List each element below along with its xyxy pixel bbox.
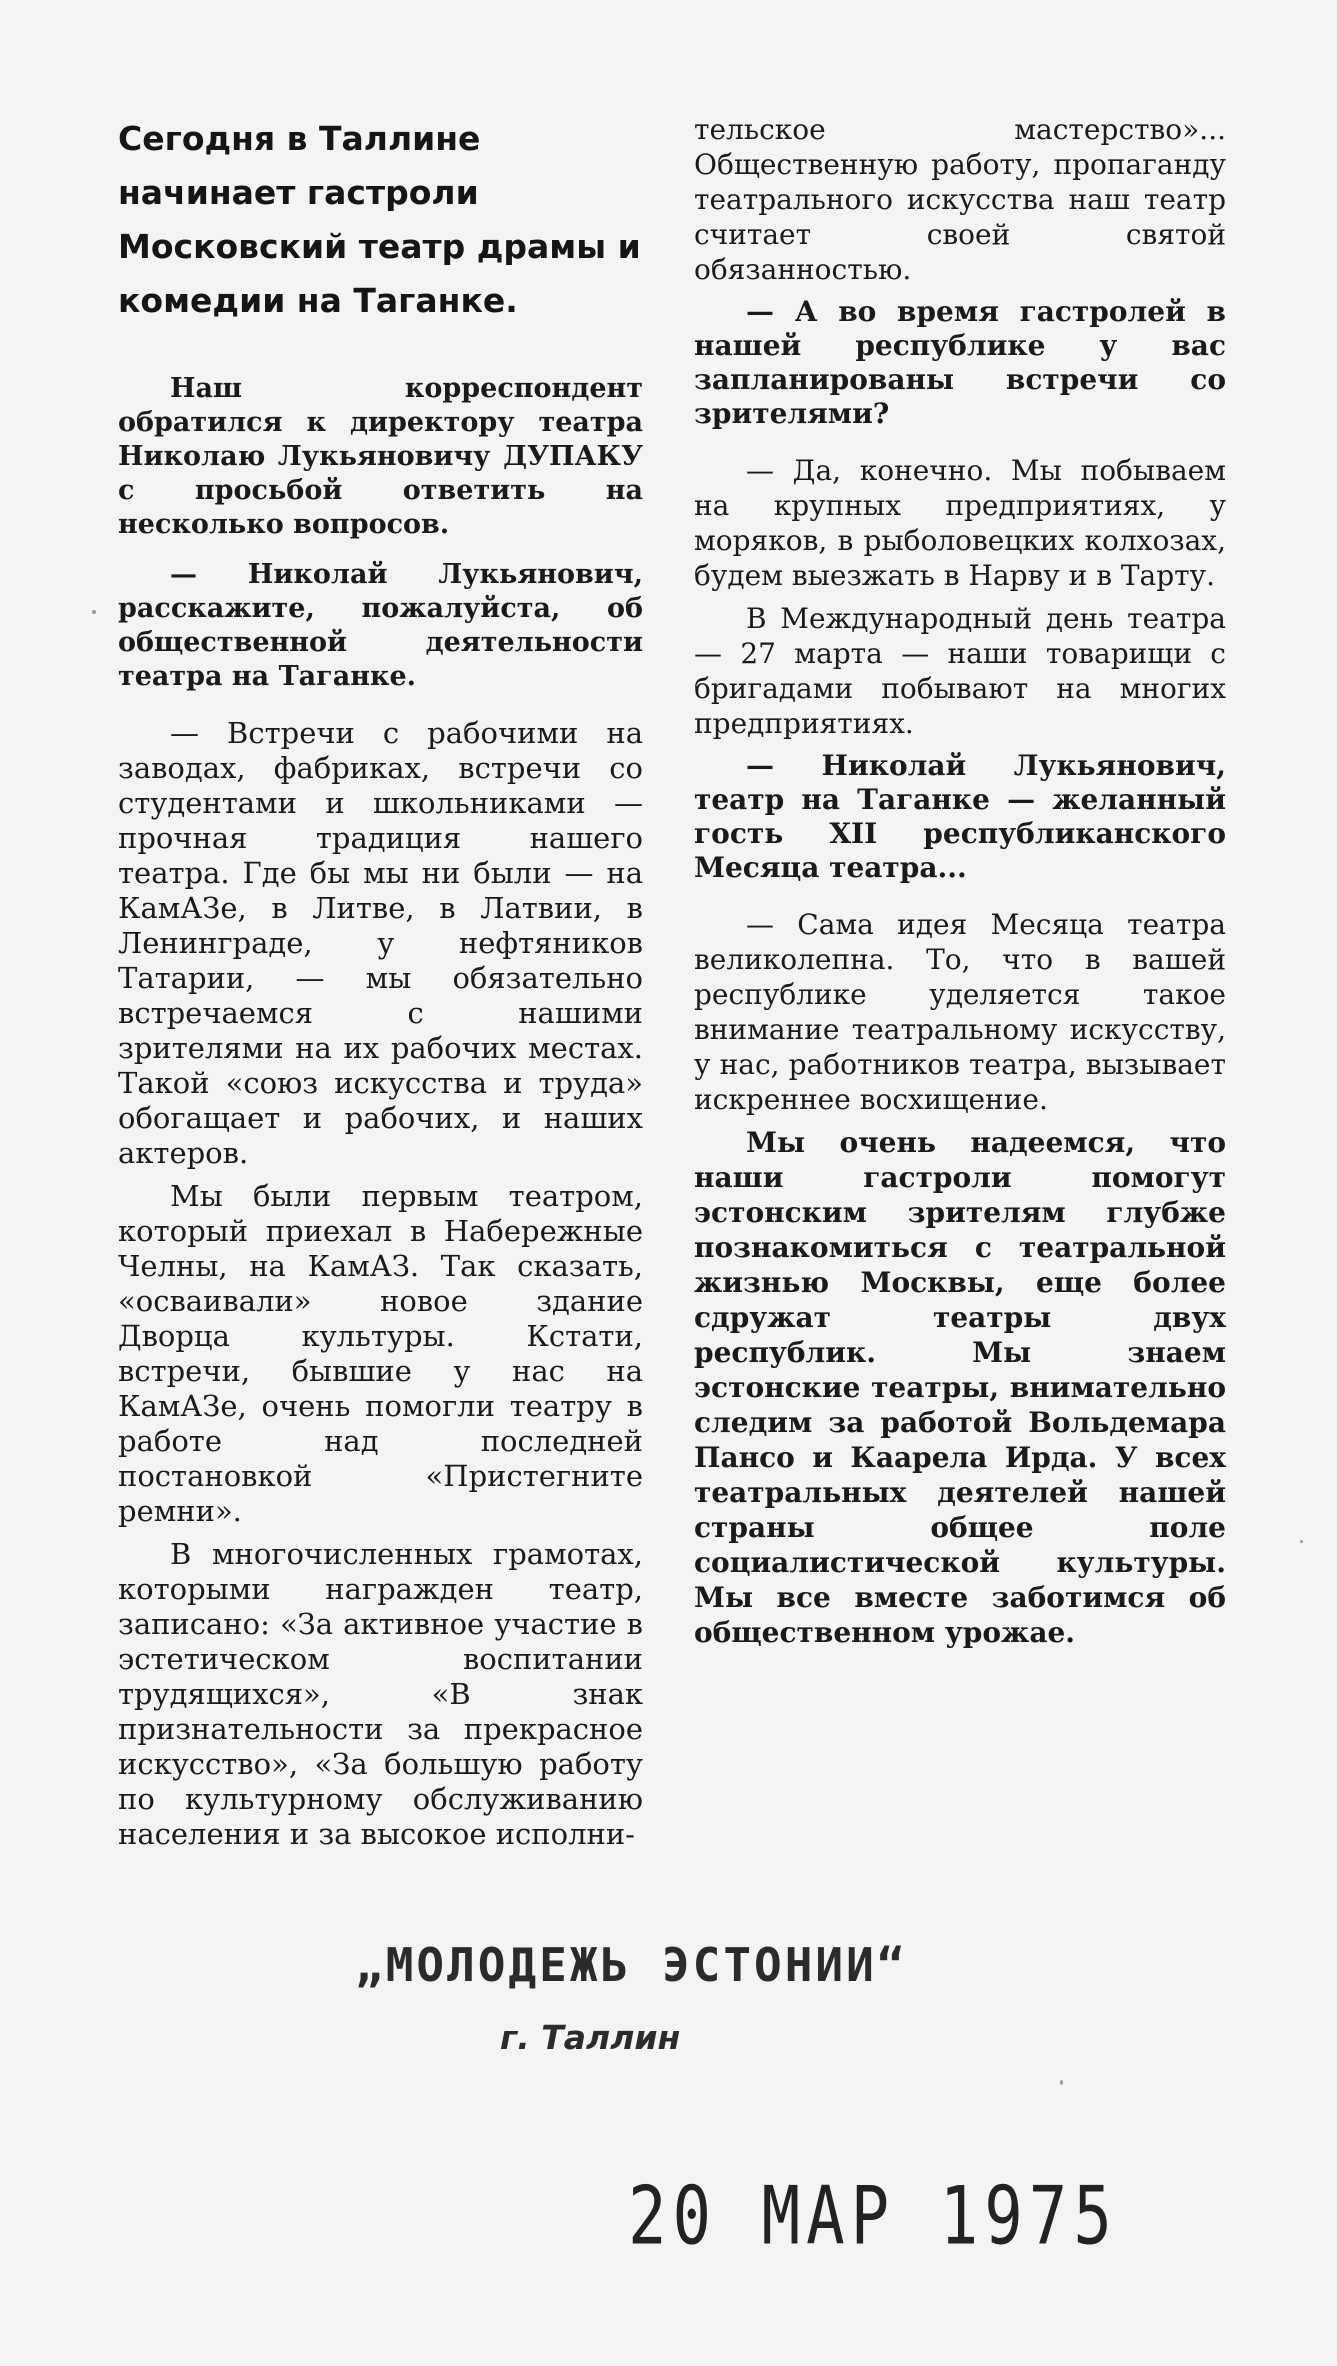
answer-2-paragraph-2: В Международный день театра — 27 марта — наши товарищи с бригадами побывают на многих предприятиях. <box>694 602 1226 740</box>
answer-1-paragraph-2: Мы были первым театром, который приехал в Набережные Челны, на КамАЗ. Так сказать, «осваивали» новое здание Дворца культуры. Кстати, встречи, бывшие у нас на КамАЗе, очень помогли театру в работе над последней постановкой «Пристегните ремни». <box>118 1179 643 1528</box>
answer-1-paragraph-3: В многочисленных грамотах, которыми награжден театр, записано: «За активное участие в эстетическом воспитании трудящихся», «В знак признательности за прекрасное искусство», «За большую работу по культурному обслуживанию населения и за высокое исполни- <box>118 1537 643 1851</box>
print-speck <box>1300 1540 1303 1543</box>
source-city: г. Таллин <box>500 2018 681 2057</box>
headline: Сегодня в Таллине начинает гастроли Московский театр драмы и комедии на Таганке. <box>118 119 641 320</box>
print-speck <box>92 610 96 614</box>
newspaper-source: „МОЛОДЕЖЬ ЭСТОНИИ“ <box>355 1938 908 1992</box>
answer-1-continuation: тельское мастерство»... Общественную работу, пропаганду театрального искусства наш театр считает своей святой обязанностью. <box>694 113 1226 286</box>
question-3: — Николай Лукьянович, театр на Таганке — желанный гость XII республиканского Месяца театра... <box>694 749 1226 884</box>
question-1: — Николай Лукьянович, расскажите, пожалуйста, об общественной деятельности театра на Таганке. <box>118 559 643 692</box>
intro-paragraph: Наш корреспондент обратился к директору театра Николаю Лукьяновичу ДУПАКУ с просьбой ответить на несколько вопросов. <box>118 373 643 540</box>
right-column <box>694 112 1226 1658</box>
answer-2-paragraph-1: — Да, конечно. Мы побываем на крупных предприятиях, у моряков, в рыболовецких колхозах, будем выезжать в Нарву и в Тарту. <box>694 454 1226 592</box>
answer-3-paragraph-1: — Сама идея Месяца театра великолепна. То, что в вашей республике уделяется такое внимание театральному искусству, у нас, работников театра, вызывает искреннее восхищение. <box>694 908 1226 1116</box>
left-column <box>118 112 643 1860</box>
question-2: — А во время гастролей в нашей республике у вас запланированы встречи со зрителями? <box>694 295 1226 430</box>
date-stamp: 20 МАР 1975 <box>628 2170 1118 2264</box>
print-speck <box>1060 2080 1063 2085</box>
answer-3-paragraph-2: Мы очень надеемся, что наши гастроли помогут эстонским зрителям глубже познакомиться с театральной жизнью Москвы, еще более сдружат театры двух республик. Мы знаем эстонские театры, внимательно следим за работой Вольдемара Пансо и Каарела Ирда. У всех театральных деятелей нашей страны общее поле социалистической культуры. Мы все вместе заботимся об общественном урожае. <box>694 1126 1226 1649</box>
answer-1-paragraph-1: — Встречи с рабочими на заводах, фабриках, встречи со студентами и школьниками — прочная традиция нашего театра. Где бы мы ни были — на КамАЗе, в Литве, в Латвии, в Ленинграде, у нефтяников Татарии, — мы обязательно встречаемся с нашими зрителями на их рабочих местах. Такой «союз искусства и труда» обогащает и рабочих, и наших актеров. <box>118 716 643 1170</box>
